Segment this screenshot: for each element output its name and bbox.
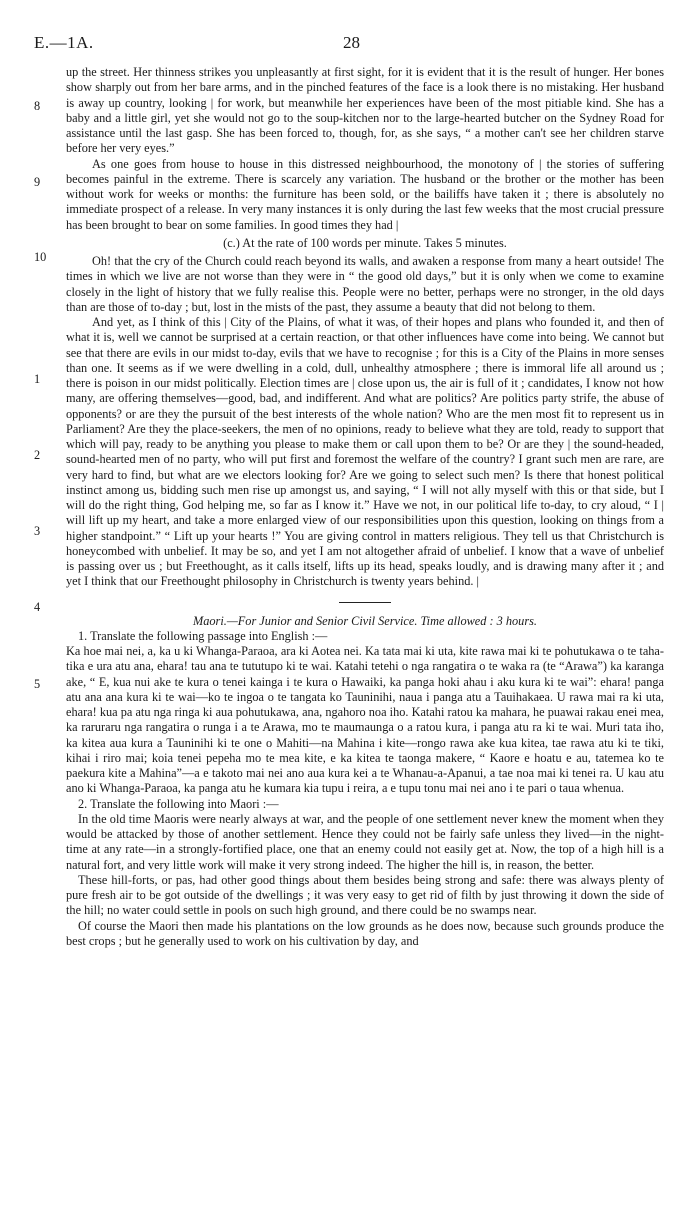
margin-number: 1 [34,372,41,386]
margin-number: 4 [34,600,41,614]
passage-b-paragraph-2: As one goes from house to house in this distressed neighbourhood, the monotony of | the stories of suffering becomes painful in the extreme. There is scarcely any variation. The husband or the brother or the mother has been without work for weeks or months: the furniture has been sold, or the bailiffs have taken it ; there is absolutely no immediate prospect of a release. In very many instances it is only during the last few weeks that the most crucial pressure has been brought to bear on some families. In good times they had | [66,156,664,232]
margin-number: 9 [34,175,41,189]
maori-question-1-text: Ka hoe mai nei, a, ka u ki Whanga-Paraoa, ara ki Aotea nei. Ka tata mai ki uta, kite rawa mai ki te pohutukawa o te taha-tika e ura atu ana, ehara! tau ana te tututupo ki te wai. Katahi tetehi o nga rangatira o te waka ra (te “Arawa”) ka karanga ake, “ E, kua nui ake te kura o tenei kainga i te kura o Hawaiki, ka panga hoki ahau i aku kura ki te wai”: ehara! panga atu ana ana kura ki te wai—ko te ingoa o te tangata ko Tauninihi, naua i panga atu a Tauihakaea. U rawa mai ra ki uta, ehara! kua pa atu nga ringa ki aua pohutukawa, ana, ngahoro noa iho. Katahi ratou ka mahara, he puawai rakau enei mea, ka raruraru nga rangatira o runga i a te Arawa, mo te maumaunga o a ratou kura, i panga atu ra ki te wai. Muri tata iho, ka kitea aua kura a Tauninihi ki te one o Mahiti—na Mahina i kite—rongo rawa ake kua kitea, tae rawa atu ki te tiki, kihai i riro mai; koia tenei pepeha mo te mea kite, e ka kitea te taonga makere, “ Kaore e hoatu e au, tatemea ko te paekura kite a Mahina”—a e takoto mai nei ano aua kura kei a te Whanau-a-Apanui, a tae noa mai ki tenei ra. U kau atu ano ki Whanga-Paraoa, ka panga atu he kumara kia tupu i reira, a e tupu tonu mai nei ano i te pari o taua whenua. [66,644,664,796]
maori-question-1-label: 1. Translate the following passage into English :— [78,628,328,643]
maori-question-2-paragraph-2: These hill-forts, or pas, had other good things about them besides being strong and safe: there was always plenty of pure fresh air to be got outside of the dwellings ; it was very easy to get rid of filth by just throwing it down the side of the hill; no water could settle in pools on such high ground, and there could be no swamps near. [66,872,664,918]
document-body [66,65,664,949]
margin-number: 8 [34,99,41,113]
maori-question-2-paragraph-1: In the old time Maoris were nearly always at war, and the people of one settlement never knew the moment when they would be attacked by those of another settlement. Hence they could not be fairly safe unless they lived—in the night-time at any rate—in a strongly-fortified place, one that an enemy could not easily get at. Now, the top of a high hill is a natural fort, and very little work will make it very strong indeed. The higher the hill is, in reason, the better. [66,811,664,872]
maori-question-2-label: 2. Translate the following into Maori :— [78,796,279,811]
margin-line-numbers [0,0,60,1206]
margin-number: 5 [34,677,41,691]
section-divider [339,602,391,603]
maori-section-heading [66,614,664,629]
passage-c-paragraph-1: Oh! that the cry of the Church could reach beyond its walls, and awaken a response from many a heart outside! The times in which we live are not worse than they were in “ the good old days,” but it is only when we come to examine closely in the light of history that we fully realise this. People were no better, perhaps were no stronger, in the old days than are those of to-day ; but, lost in the mists of the past, they assume a beauty that did not belong to them. [66,254,664,314]
maori-heading-details: —For Junior and Senior Civil Service. Time allowed : 3 hours. [226,613,537,628]
margin-number: 2 [34,448,41,462]
report-reference: E.—1A. [34,33,94,52]
maori-heading-title: Maori. [193,613,227,628]
margin-number: 3 [34,524,41,538]
passage-c-paragraph-2: And yet, as I think of this | City of the Plains, of what it was, of their hopes and plans who founded it, and then of what it is, well we cannot be surprised at a certain reaction, or that other influences have come into being. We cannot but see that there are evils in our midst to-day, evils that we have to recognise ; for this is a City of the Plains in more senses than one. It seems as if we were dwelling in a cold, dull, unhealthy atmosphere ; there is immoral life all around us ; there is poison in our midst politically. Election times are | close upon us, the air is full of it ; candidates, I know not how many, are offering themselves—good, bad, and indifferent. And what are politics? Are politics party strife, the abuse of opponents? or are they the pursuit of the best interests of the whole nation? Who are the men most fit to represent us in Parliament? Are they the place-seekers, the men of no opinions, ready to believe what they are told, ready to support that which will pay, ready to be anything you please to make them or call upon them to be? Or are they | the sound-headed, sound-hearted men of no party, who will put first and foremost the welfare of the country? I grant such men are rare, are very hard to find, but what are we electors looking for? Are we going to select such men? Is there that honest political instinct among us, bidding such men rise up amongst us, and saying, “ I will not ally myself with this or that side, but I will do the right thing, God helping me, so far as I know it.” Have we not, in our political life to-day, to cry aloud, “ I | will lift up my heart, and take a more enlarged view of our responsibilities upon this question, looking on things from a higher standpoint.” “ Lift up your hearts !” You are giving control in matters religious. They tell us that Christchurch is honeycombed with unbelief. It may be so, and yet I am not altogether afraid of unbelief. I know that a wave of unbelief is passing over us ; but Freethought, as it calls itself, lifts up its head, speaks loudly, and is drawing many after it ; and yet I think that our Freethought philosophy in Christchurch is twenty years behind. | [66,315,664,589]
passage-c-heading: (c.) At the rate of 100 words per minute. Takes 5 minutes. [223,235,507,250]
maori-question-2-paragraph-3: Of course the Maori then made his plantations on the low grounds as he does now, because such grounds produce the best crops ; but he generally used to work on his cultivation by day, and [66,918,664,948]
passage-b-paragraph-1: up the street. Her thinness strikes you unpleasantly at first sight, for it is evident that it is the result of hunger. Her bones show sharply out from her bare arms, and in the pinched features of the face is a look there is no mistaking. Her husband is away up country, looking | for work, but meanwhile her experiences have been of the most pitiable kind. She has a baby and a little girl, yet she would not go to the soup-kitchen nor to the large-hearted butcher on the Sydney Road for assistance until the last gasp. She has been forced to, though, for, as she says, “ a mother can't see her children starve before her very eyes.” [66,65,664,156]
margin-number: 10 [34,250,47,264]
page-number: 28 [343,33,360,52]
